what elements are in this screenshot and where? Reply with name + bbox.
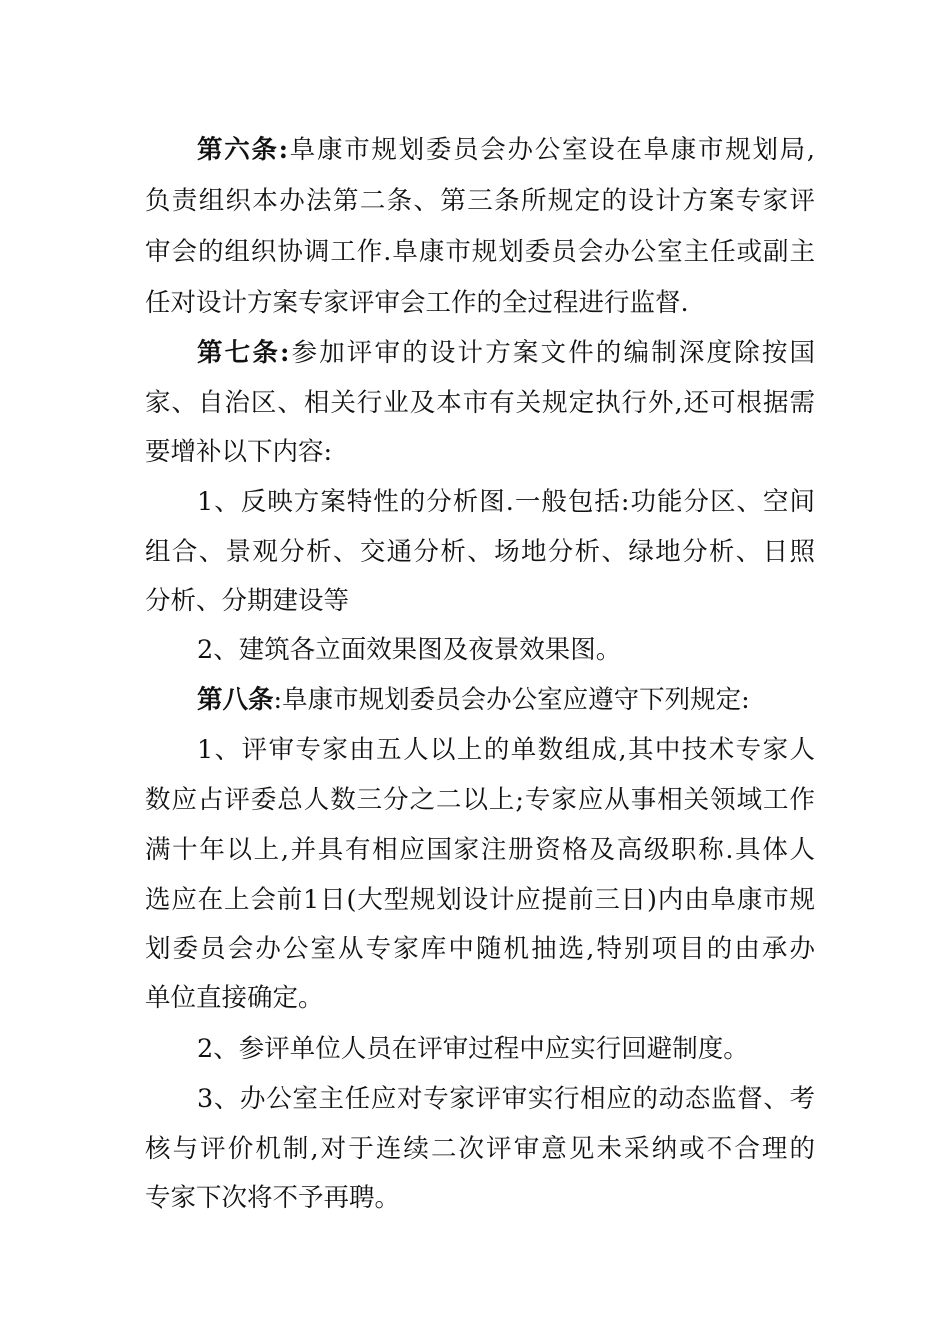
article-7-item-2: 2、建筑各立面效果图及夜景效果图。 xyxy=(197,635,622,665)
article-8-first-line xyxy=(197,680,815,720)
article-6-text: 阜康市规划委员会办公室设在阜康市规划局, xyxy=(288,135,815,165)
article-7-item-1-line-3: 分析、分期建设等 xyxy=(145,586,350,616)
article-8-item-3-line-2: 核与评价机制,对于连续二次评审意见未采纳或不合理的 xyxy=(145,1134,815,1164)
article-6-heading: 第六条: xyxy=(197,135,289,165)
article-7-item-1-line-2: 组合、景观分析、交通分析、场地分析、绿地分析、日照 xyxy=(145,537,815,567)
article-7-heading: 第七条: xyxy=(197,338,290,368)
article-8-item-1-line-2: 数应占评委总人数三分之二以上;专家应从事相关领域工作 xyxy=(145,785,815,815)
article-7-text: 参加评审的设计方案文件的编制深度除按国 xyxy=(289,338,815,368)
article-6-line-4: 任对设计方案专家评审会工作的全过程进行监督. xyxy=(145,288,689,318)
article-8-item-1-line-3: 满十年以上,并具有相应国家注册资格及高级职称.具体人 xyxy=(145,835,815,865)
article-8-item-2: 2、参评单位人员在评审过程中应实行回避制度。 xyxy=(197,1034,749,1064)
article-8-item-3-line-1: 3、办公室主任应对专家评审实行相应的动态监督、考 xyxy=(197,1084,815,1114)
article-7-item-1-line-1: 1、反映方案特性的分析图.一般包括:功能分区、空间 xyxy=(197,487,815,517)
article-7-line-2: 家、自治区、相关行业及本市有关规定执行外,还可根据需 xyxy=(145,388,815,418)
article-8-item-1-line-1: 1、评审专家由五人以上的单数组成,其中技术专家人 xyxy=(197,735,815,765)
article-6-line-2: 负责组织本办法第二条、第三条所规定的设计方案专家评 xyxy=(145,186,815,216)
article-8-heading: 第八条 xyxy=(197,685,274,715)
article-8-text: :阜康市规划委员会办公室应遵守下列规定: xyxy=(273,685,750,715)
article-8-item-1-line-6: 单位直接确定。 xyxy=(145,983,324,1013)
article-7-line-3: 要增补以下内容: xyxy=(145,437,333,467)
article-8-item-1-line-5: 划委员会办公室从专家库中随机抽选,特别项目的由承办 xyxy=(145,934,815,964)
article-7-first-line xyxy=(197,333,815,373)
article-6-first-line xyxy=(197,130,815,170)
article-8-item-3-line-3: 专家下次将不予再聘。 xyxy=(145,1183,401,1213)
article-8-item-1-line-4: 选应在上会前1日(大型规划设计应提前三日)内由阜康市规 xyxy=(145,885,815,915)
article-6-line-3: 审会的组织协调工作.阜康市规划委员会办公室主任或副主 xyxy=(145,237,815,267)
